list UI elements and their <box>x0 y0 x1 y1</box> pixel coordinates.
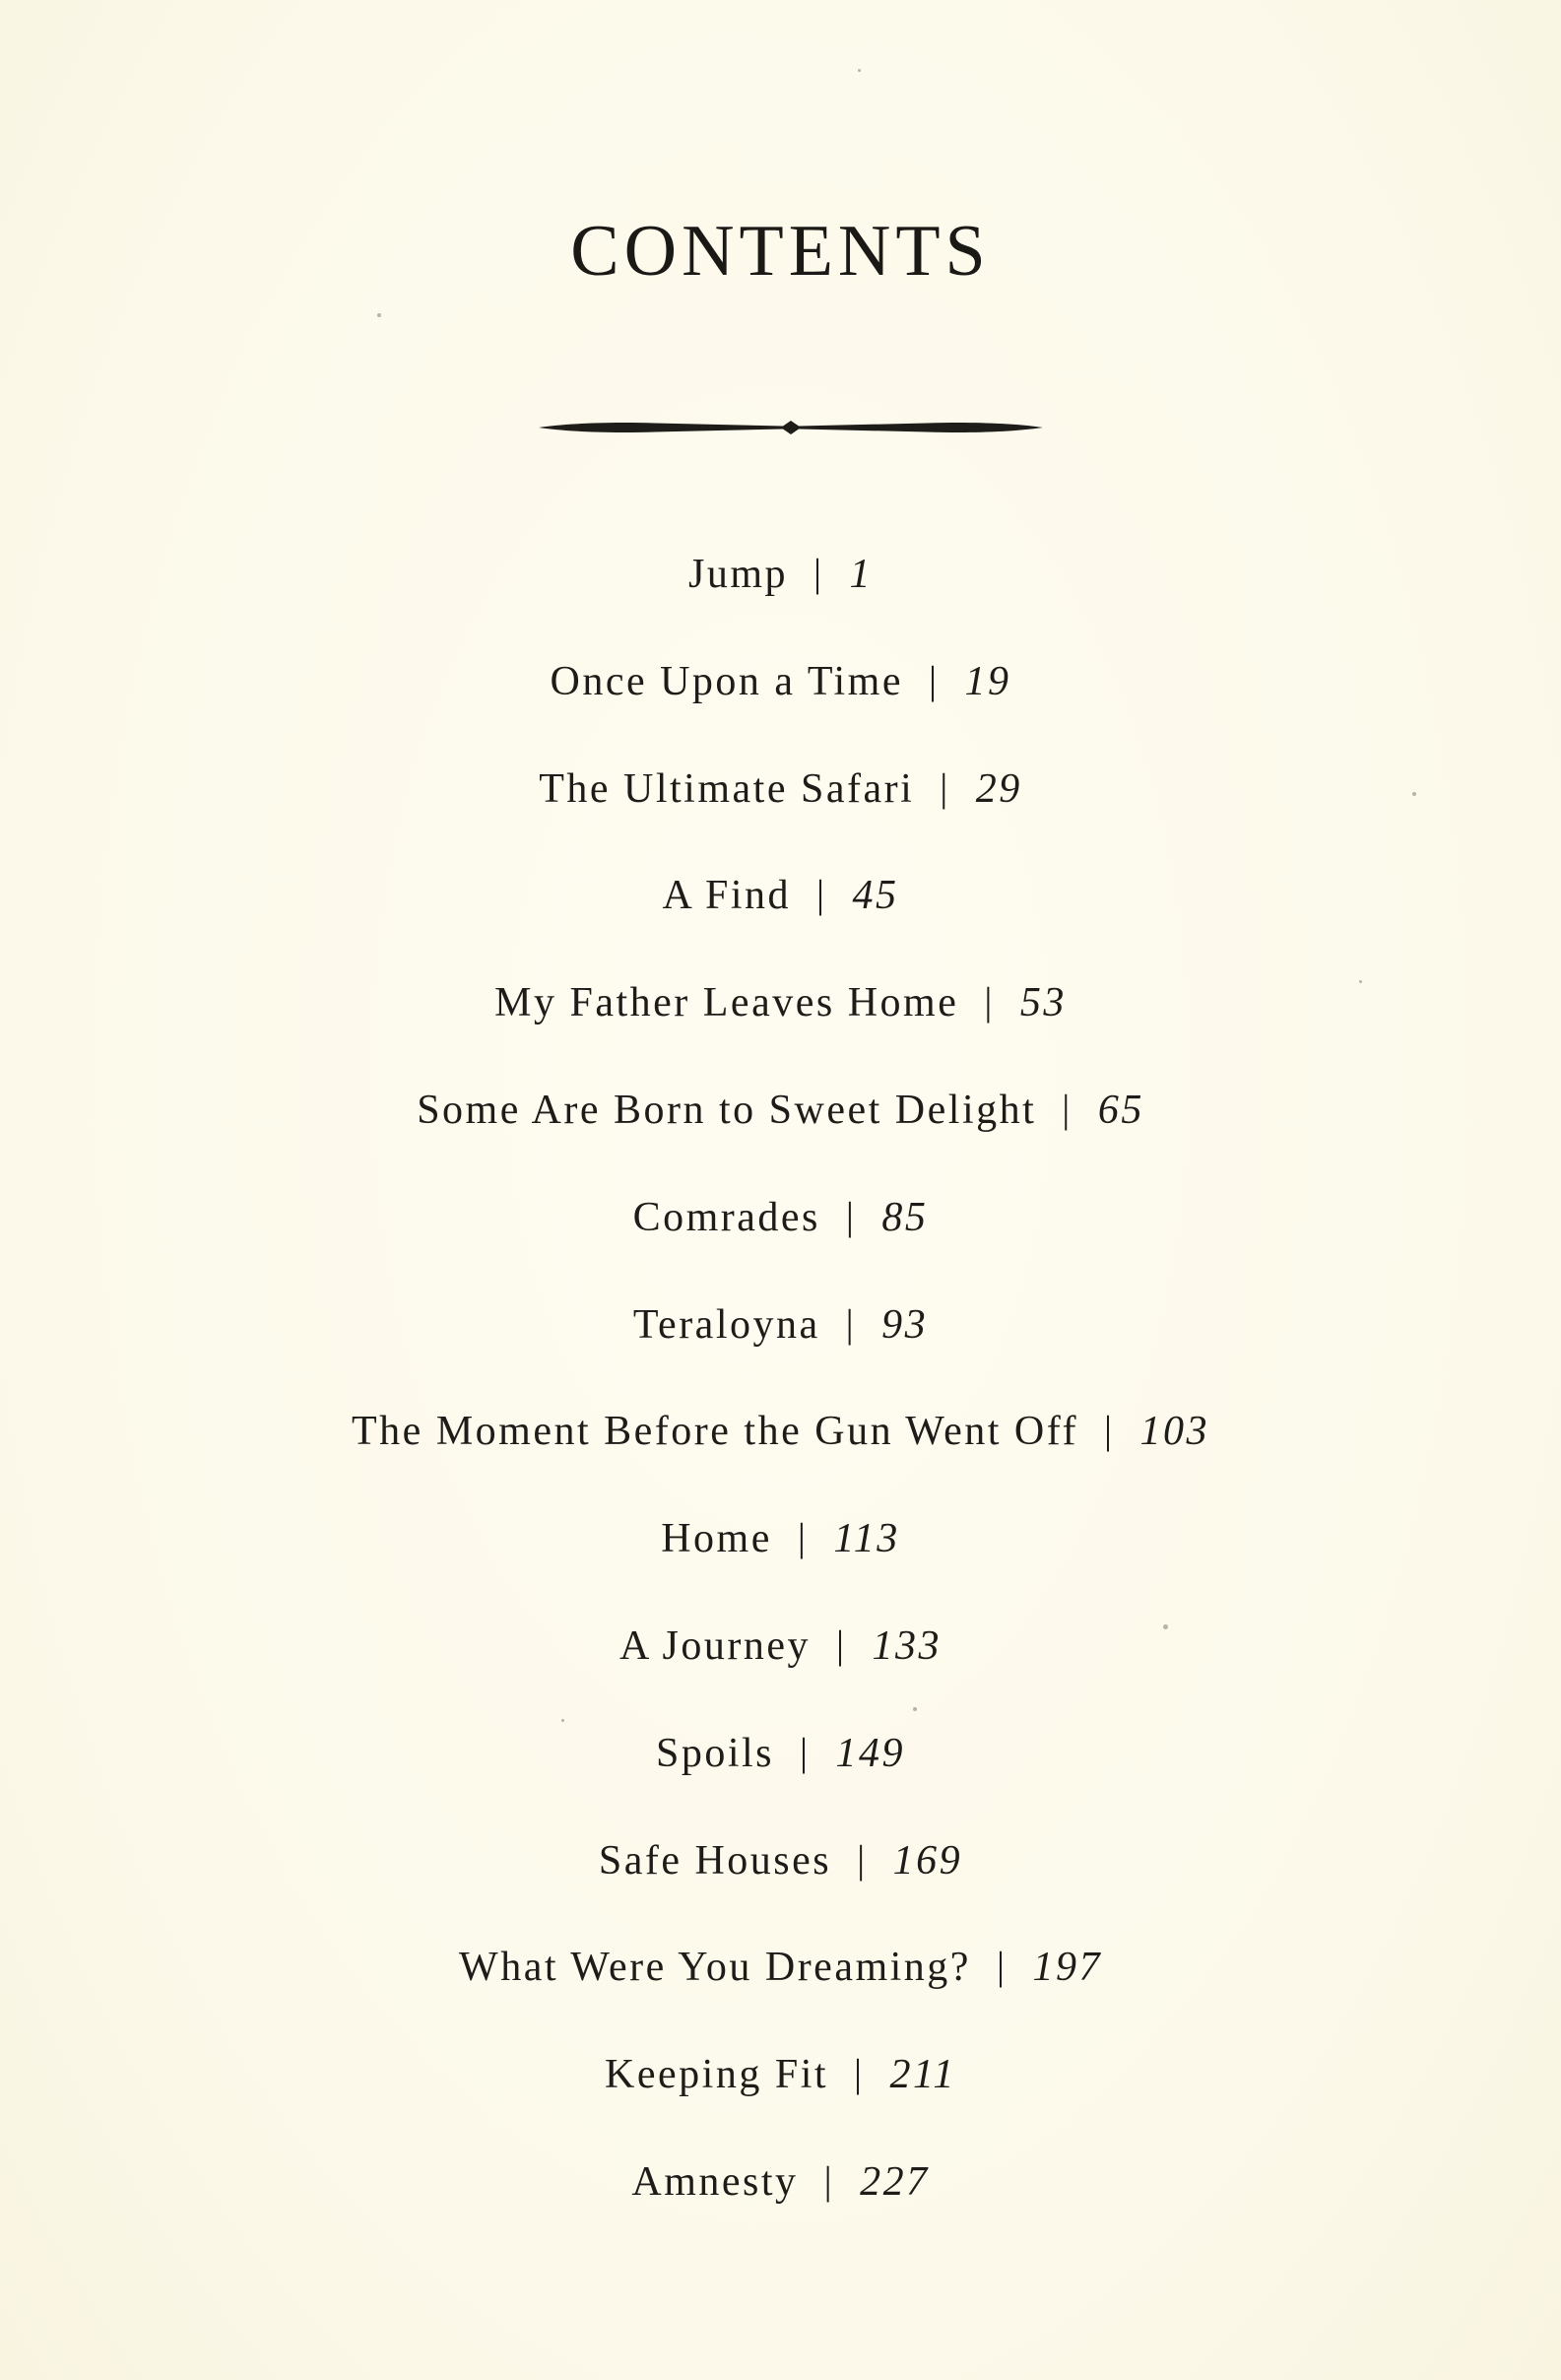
toc-entry-title: Home <box>661 1516 772 1562</box>
toc-page-number: 133 <box>872 1622 942 1669</box>
toc-entry-title: Teraloyna <box>632 1301 820 1348</box>
toc-entry-title: Comrades <box>632 1194 820 1240</box>
toc-page-number: 227 <box>860 2158 930 2205</box>
toc-page-number: 45 <box>852 873 899 919</box>
table-of-contents <box>0 550 1561 2265</box>
toc-page-number: 169 <box>892 1837 963 1884</box>
paper-speck <box>377 313 381 317</box>
toc-entry-title: The Moment Before the Gun Went Off <box>352 1409 1078 1455</box>
toc-entry <box>0 1729 1561 1836</box>
toc-entry <box>0 1300 1561 1408</box>
toc-entry <box>0 1086 1561 1193</box>
toc-page-number: 65 <box>1097 1087 1144 1133</box>
toc-entry <box>0 1193 1561 1300</box>
paper-speck <box>913 1707 917 1711</box>
toc-entry-title: Amnesty <box>631 2158 799 2205</box>
toc-entry <box>0 978 1561 1086</box>
toc-separator: | <box>928 657 940 702</box>
toc-entry <box>0 2050 1561 2157</box>
toc-page-number: 197 <box>1032 1945 1102 1991</box>
toc-entry <box>0 550 1561 657</box>
toc-entry-title: Keeping Fit <box>605 2052 829 2098</box>
toc-separator: | <box>1062 1086 1073 1131</box>
toc-page-number: 103 <box>1139 1409 1209 1455</box>
toc-entry-title: Spoils <box>655 1730 775 1776</box>
toc-entry <box>0 1621 1561 1729</box>
toc-entry-title: Safe Houses <box>598 1837 832 1884</box>
toc-page-number: 149 <box>835 1730 906 1776</box>
toc-separator: | <box>845 1300 857 1346</box>
flourish-rule-icon <box>537 414 1045 441</box>
toc-separator: | <box>940 764 950 810</box>
toc-page-number: 113 <box>833 1516 900 1562</box>
toc-separator: | <box>1103 1408 1115 1453</box>
toc-entry-title: Some Are Born to Sweet Delight <box>417 1087 1037 1133</box>
toc-entry <box>0 1836 1561 1944</box>
toc-page-number: 29 <box>975 765 1022 812</box>
toc-entry <box>0 764 1561 872</box>
toc-separator: | <box>854 2051 865 2096</box>
toc-page-number: 1 <box>849 552 874 597</box>
toc-page-number: 53 <box>1019 980 1067 1026</box>
toc-entry <box>0 871 1561 978</box>
toc-entry-title: Once Upon a Time <box>550 658 903 704</box>
toc-separator: | <box>845 1193 857 1238</box>
toc-separator: | <box>835 1621 847 1667</box>
toc-entry-title: A Journey <box>618 1622 811 1669</box>
toc-page-number: 93 <box>881 1301 929 1348</box>
toc-separator: | <box>857 1836 868 1882</box>
paper-speck <box>1412 792 1416 796</box>
toc-entry <box>0 1407 1561 1514</box>
toc-separator: | <box>813 551 824 595</box>
paper-speck <box>561 1719 564 1722</box>
toc-separator: | <box>996 1944 1008 1989</box>
toc-separator: | <box>816 872 827 917</box>
paper-speck <box>858 69 861 72</box>
toc-page-number: 211 <box>889 2052 956 2098</box>
toc-entry-title: What Were You Dreaming? <box>459 1945 971 1991</box>
toc-page-number: 85 <box>881 1194 929 1240</box>
paper-speck <box>1163 1624 1168 1629</box>
toc-entry <box>0 1514 1561 1621</box>
toc-entry <box>0 2157 1561 2265</box>
toc-separator: | <box>797 1515 809 1560</box>
toc-separator: | <box>823 2157 835 2203</box>
toc-entry <box>0 657 1561 764</box>
toc-entry-title: Jump <box>687 552 788 597</box>
toc-entry-title: My Father Leaves Home <box>494 980 959 1026</box>
toc-page-number: 19 <box>964 658 1011 704</box>
toc-separator: | <box>984 979 995 1025</box>
page-title: CONTENTS <box>570 211 991 292</box>
toc-separator: | <box>800 1729 811 1774</box>
paper-speck <box>1359 980 1362 983</box>
toc-entry <box>0 1943 1561 2050</box>
toc-entry-title: The Ultimate Safari <box>539 765 915 812</box>
toc-entry-title: A Find <box>662 873 792 919</box>
